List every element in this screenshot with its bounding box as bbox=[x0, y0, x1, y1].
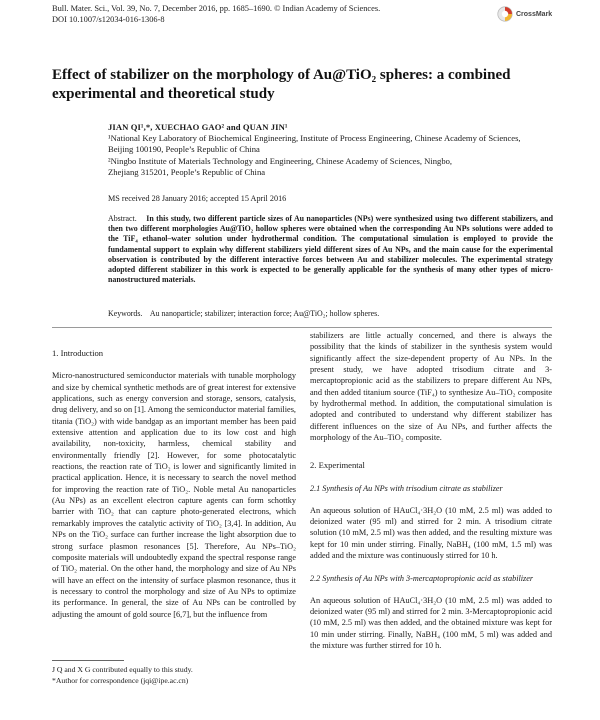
subsection-heading-2-2: 2.2 Synthesis of Au NPs with 3-mercaptopropionic acid as stabilizer bbox=[310, 573, 534, 583]
left-column bbox=[52, 348, 296, 620]
journal-header bbox=[52, 3, 380, 25]
footnote-divider bbox=[52, 660, 124, 661]
affiliation-1-line-1: ¹National Key Laboratory of Biochemical Engineering, Institute of Process Engineering, Chinese Academy of Sciences, bbox=[108, 133, 521, 144]
crossmark-badge[interactable] bbox=[497, 4, 567, 24]
subsection-2-2-paragraph: An aqueous solution of HAuCl₄·3H₂O (10 mM, 2.5 ml) was added to deionized water (95 ml) and stirred for 2 min. 3-Mercaptopropionic acid (10 mM, 2.5 ml) was then added, and the obtained mixture was kept for 10 min under stirring. Finally, NaBH₄ (100 mM, 5 ml) was added and the mixture was further stirred for 10 h. bbox=[310, 595, 552, 650]
subsection-2-1-paragraph: An aqueous solution of HAuCl₄·3H₂O (10 mM, 2.5 ml) was added to deionized water (95 ml) and stirred for 2 min. A trisodium citrate solution (10 mM, 2.5 ml) was then added, and the resulting mixture was kept for 10 min under stirring. Finally, NaBH₄ (100 mM, 1.5 ml) was added and the mixture was continuously stirred for 10 h. bbox=[310, 505, 552, 561]
doi-line[interactable]: DOI 10.1007/s12034-016-1306-8 bbox=[52, 15, 165, 24]
abstract-divider bbox=[52, 327, 552, 328]
keywords-label: Keywords. bbox=[108, 309, 143, 318]
section-heading-experimental: 2. Experimental bbox=[310, 460, 365, 471]
subsection-heading-2-1: 2.1 Synthesis of Au NPs with trisodium citrate as stabilizer bbox=[310, 483, 503, 493]
paper-title: Effect of stabilizer on the morphology of Au@TiO₂ spheres: a combined experimental and theoretical study bbox=[52, 67, 511, 102]
author-block bbox=[108, 122, 548, 178]
crossmark-icon bbox=[497, 6, 513, 22]
citation-line: Bull. Mater. Sci., Vol. 39, No. 7, December 2016, pp. 1685–1690. © Indian Academy of Sciences. bbox=[52, 4, 381, 13]
right-column bbox=[310, 330, 552, 651]
introduction-continuation: stabilizers are little actually concerned, and there is always the possibility that the kinds of stabilizer in the synthesis system would significantly affect the size-dependent property of Au NPs. In the present study, we have adopted trisodium citrate and 3-mercaptopropionic acid as the stabilizers to prepare different Au NPs, and then added titanium source (TiF₄) to synthesize Au–TiO₂ composite by hydrothermal method. In addition, the computational simulation is adopted and contributed to understand why different stabilizer has different influences on the size of Au NPs, and further affects the morphology of the Au–TiO₂ composite. bbox=[310, 331, 552, 443]
footnotes bbox=[52, 665, 193, 686]
affiliation-2-line-2: Zhejiang 315201, People’s Republic of China bbox=[108, 166, 266, 177]
keywords-text: Au nanoparticle; stabilizer; interaction force; Au@TiO₂; hollow spheres. bbox=[149, 309, 380, 318]
footnote-equal-contribution: J Q and X G contributed equally to this study. bbox=[52, 665, 193, 674]
keywords bbox=[108, 309, 553, 318]
abstract-label: Abstract. bbox=[108, 214, 137, 223]
abstract bbox=[108, 214, 553, 285]
received-dates: MS received 28 January 2016; accepted 15 April 2016 bbox=[108, 194, 287, 203]
affiliation-1-line-2: Beijing 100190, People’s Republic of China bbox=[108, 144, 260, 155]
section-heading-introduction: 1. Introduction bbox=[52, 348, 104, 358]
affiliation-2-line-1: ²Ningbo Institute of Materials Technology and Engineering, Chinese Academy of Sciences, Ningbo, bbox=[108, 155, 453, 166]
abstract-text: In this study, two different particle sizes of Au nanoparticles (NPs) were synthesized using two different stabilizers, and then two different morphologies Au@TiO₂ hollow spheres were obtained when the corresponding Au NPs solutions were added to the TiF₄ ethanol–water solution under hydrothermal condition. The computational simulation is employed to provide the fundamental support to explain why different stabilizers yield different sizes of Au NPs, and the main cause for the experimental observation is contributed by the different interactive forces between Au and stabilizer molecules. The experimental strategy adopted different stabilizer in this work is expected to be generally applicable for the synthesis of many other types of micro-nanostructured materials. bbox=[108, 214, 554, 285]
crossmark-label: CrossMark bbox=[516, 10, 553, 18]
author-names: JIAN QI¹,*, XUECHAO GAO² and QUAN JIN¹ bbox=[108, 122, 288, 132]
footnote-correspondence: *Author for correspondence (jqi@ipe.ac.cn) bbox=[52, 675, 189, 685]
introduction-paragraph: Micro-nanostructured semiconductor materials with tunable morphology and size by chemical synthetic methods are of great interest for extensive applications, such as energy conversion and storage, sensors, catalysis, drug delivery, and so on [1]. Among the semiconductor material families, titania (TiO₂) with wide bandgap as an important member has been paid extensive attention and application due to its low cost and high availability, non-toxicity, harmless, chemical stability and environmentally friendly [2]. However, for some photocatalytic reactions, the reaction rate of TiO₂ is lower and significantly limited in practical application. Hence, it is necessary to search the novel method for improving the reaction rate of TiO₂. Noble metal Au nanoparticles (Au NPs) as an excellent electron capture agents can form schottky barrier with TiO₂ that can capture photo-generated electrons, which remarkably improves the catalytic activity of TiO₂ [3,4]. In addition, Au NPs on the TiO₂ surface can further increase the light absorption due to strong surface plasmon resonances [5]. Therefore, Au NPs–TiO₂ composite materials will undoubtedly expand the spectral response range of TiO₂ material. On the other hand, the morphology and size of Au NPs will have an effect on the intensity of surface plasmon resonance, thus it is necessary to control the morphology and size of Au NPs to optimize its performance. In general, the size of Au NPs can be controlled by adjusting the amount of gold source [6,7], but the influence from bbox=[52, 371, 296, 619]
